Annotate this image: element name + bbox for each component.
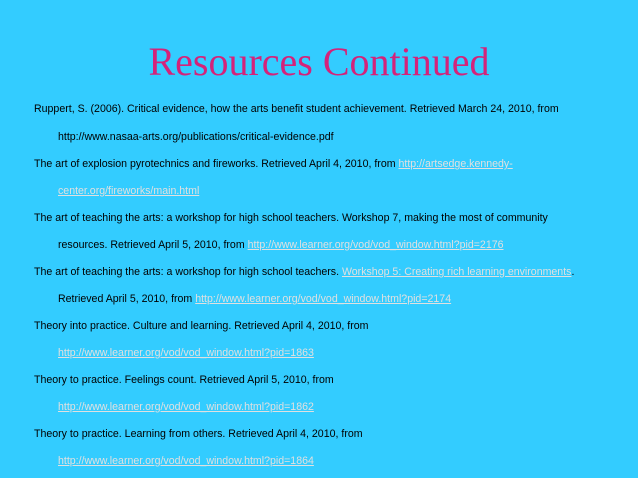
reference-text: The art of explosion pyrotechnics and fireworks. Retrieved April 4, 2010, from xyxy=(34,158,399,170)
reference-text: Retrieved April 5, 2010, from xyxy=(58,293,196,305)
reference-entry-line xyxy=(58,292,451,306)
slide-title: Resources Continued xyxy=(148,39,490,84)
reference-entry-line: Theory to practice. Learning from others. Retrieved April 4, 2010, from xyxy=(34,428,363,440)
reference-entry-line xyxy=(34,265,574,279)
reference-text: resources. Retrieved April 5, 2010, from xyxy=(58,239,248,251)
reference-text: . xyxy=(571,266,575,278)
reference-link[interactable]: http://www.learner.org/vod/vod_window.html?pid=2174 xyxy=(195,293,452,305)
reference-entry-line xyxy=(58,454,314,468)
reference-entry-line xyxy=(58,184,199,198)
reference-link[interactable]: http://www.learner.org/vod/vod_window.html?pid=1863 xyxy=(58,347,314,359)
reference-link[interactable]: http://www.learner.org/vod/vod_window.html?pid=2176 xyxy=(247,239,504,251)
reference-link[interactable]: http://www.learner.org/vod/vod_window.html?pid=1864 xyxy=(58,455,314,467)
reference-link[interactable]: http://www.learner.org/vod/vod_window.html?pid=1862 xyxy=(58,401,314,413)
reference-entry-line xyxy=(58,400,314,414)
reference-entry-line: http://www.nasaa-arts.org/publications/critical-evidence.pdf xyxy=(58,131,334,143)
reference-entry-line: Theory to practice. Feelings count. Retrieved April 5, 2010, from xyxy=(34,374,334,386)
reference-link[interactable]: Workshop 5: Creating rich learning environments xyxy=(341,266,572,278)
reference-entry-line: Ruppert, S. (2006). Critical evidence, how the arts benefit student achievement. Retrieved March 24, 2010, from xyxy=(34,103,559,115)
reference-link[interactable]: center.org/fireworks/main.html xyxy=(58,185,200,197)
reference-link[interactable]: http://artsedge.kennedy- xyxy=(398,158,513,170)
reference-entry-line xyxy=(58,238,504,252)
reference-entry-line xyxy=(58,346,314,360)
reference-entry-line xyxy=(34,157,513,171)
reference-text: The art of teaching the arts: a workshop for high school teachers. xyxy=(34,266,342,278)
reference-entry-line: The art of teaching the arts: a workshop for high school teachers. Workshop 7, making the most of community xyxy=(34,212,548,224)
reference-entry-line: Theory into practice. Culture and learning. Retrieved April 4, 2010, from xyxy=(34,320,369,332)
